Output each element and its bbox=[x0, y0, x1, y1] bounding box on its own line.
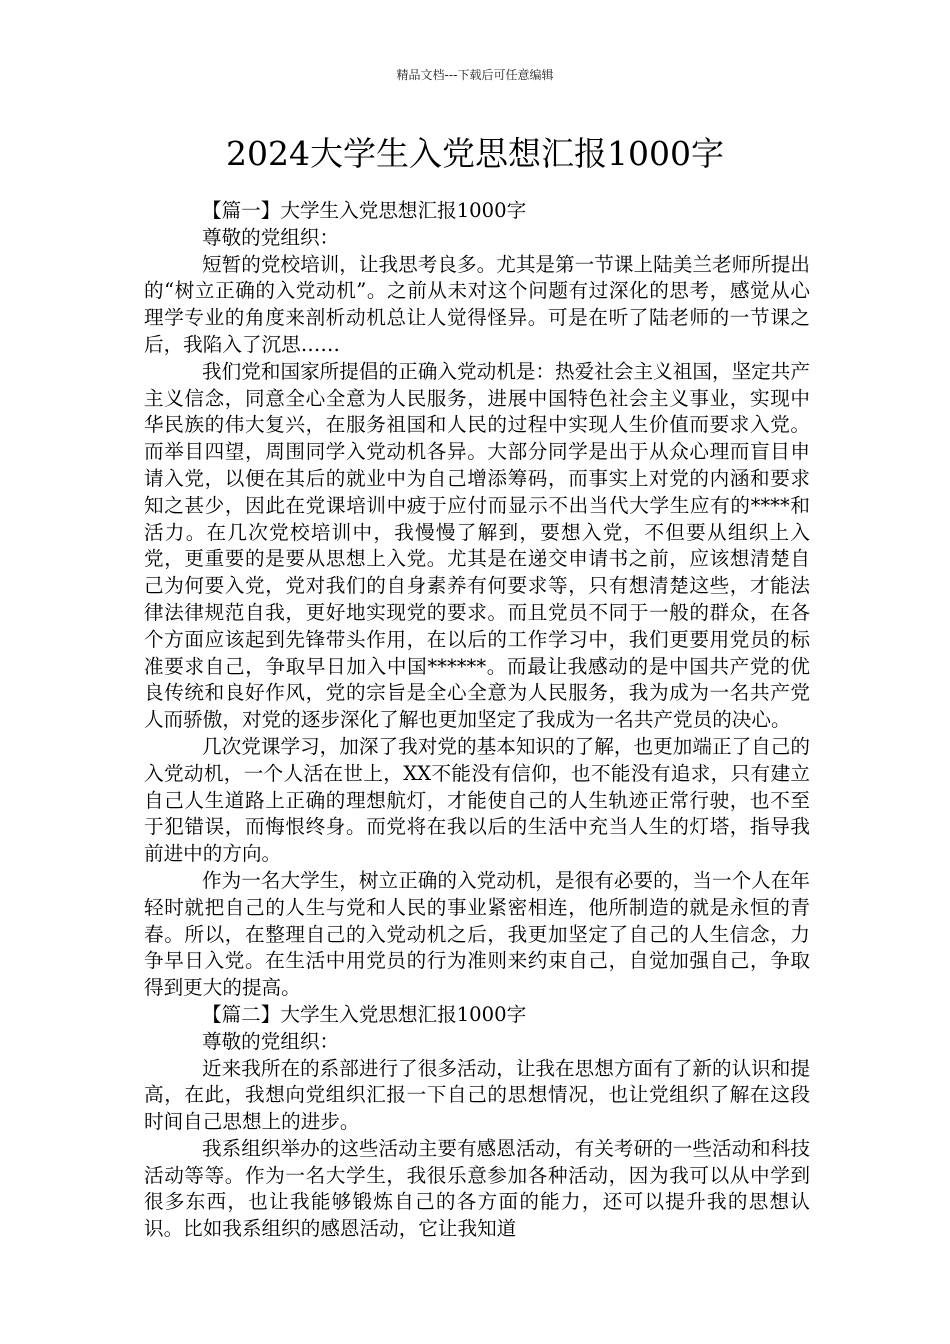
document-title: 2024大学生入党思想汇报1000字 bbox=[226, 134, 724, 173]
paragraph: 短暂的党校培训，让我思考良多。尤其是第一节课上陆美兰老师所提出的“树立正确的入党动机”。之前从未对这个问题有过深化的思考，感觉从心理学专业的角度来剖析动机总让人觉得怪异。可是在听了陆老师的一节课之后，我陷入了沉思…… bbox=[144, 252, 810, 356]
paragraph: 我系组织举办的这些活动主要有感恩活动，有关考研的一些活动和科技活动等等。作为一名大学生，我很乐意参加各种活动，因为我可以从中学到很多东西，也让我能够锻炼自己的各方面的能力，还可以提升我的思想认识。比如我系组织的感恩活动，它让我知道 bbox=[144, 1136, 810, 1241]
header-note: 精品文档---下载后可任意编辑 bbox=[396, 68, 554, 82]
paragraph: 作为一名大学生，树立正确的入党动机，是很有必要的，当一个人在年轻时就把自己的人生与党和人民的事业紧密相连，他所制造的就是永恒的青春。所以，在整理自己的入党动机之后，我更加坚定了自己的人生信念，力争早日入党。在生活中用党员的行为准则来约束自己，自觉加强自己，争取得到更大的提高。 bbox=[144, 868, 810, 1000]
paragraph: 近来我所在的系部进行了很多活动，让我在思想方面有了新的认识和提高，在此，我想向党组织汇报一下自己的思想情况，也让党组织了解在这段时间自己思想上的进步。 bbox=[144, 1056, 810, 1134]
section-heading-2: 【篇二】大学生入党思想汇报1000字 bbox=[202, 1002, 527, 1026]
greeting-2: 尊敬的党组织： bbox=[202, 1029, 340, 1053]
document-body bbox=[144, 198, 810, 1243]
paragraph: 几次党课学习，加深了我对党的基本知识的了解，也更加端正了自己的入党动机，一个人活在世上，XX不能没有信仰，也不能没有追求，只有建立自己人生道路上正确的理想航灯，才能使自己的人生轨迹正常行驶，也不至于犯错误，而悔恨终身。而党将在我以后的生活中充当人生的灯塔，指导我前进中的方向。 bbox=[144, 734, 810, 866]
greeting-1: 尊敬的党组织： bbox=[202, 225, 340, 249]
section-heading-1: 【篇一】大学生入党思想汇报1000字 bbox=[202, 199, 527, 222]
paragraph: 我们党和国家所提倡的正确入党动机是：热爱社会主义祖国，坚定共产主义信念，同意全心全意为人民服务，进展中国特色社会主义事业，实现中华民族的伟大复兴，在服务祖国和人民的过程中实现人生价值而要求入党。而举目四望，周围同学入党动机各异。大部分同学是出于从众心理而盲目申请入党，以便在其后的就业中为自己增添筹码，而事实上对党的内涵和要求知之甚少，因此在党课培训中疲于应付而显示不出当代大学生应有的****和活力。在几次党校培训中，我慢慢了解到，要想入党，不但要从组织上入党，更重要的是要从思想上入党。尤其是在递交申请书之前，应该想清楚自己为何要入党，党对我们的自身素养有何要求等，只有想清楚这些，才能法律法律规范自我，更好地实现党的要求。而且党员不同于一般的群众，在各个方面应该起到先锋带头作用，在以后的工作学习中，我们更要用党员的标准要求自己，争取早日加入中国******。而最让我感动的是中国共产党的优良传统和良好作风，党的宗旨是全心全意为人民服务，我为成为一名共产党人而骄傲，对党的逐步深化了解也更加坚定了我成为一名共产党员的决心。 bbox=[144, 359, 810, 732]
